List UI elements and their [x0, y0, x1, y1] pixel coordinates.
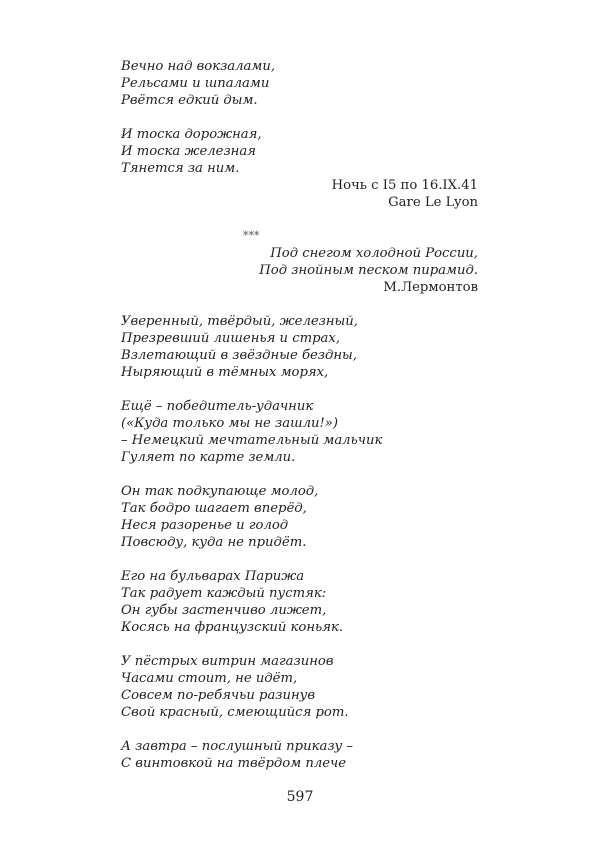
verse-line: Уверенный, твёрдый, железный,	[121, 314, 358, 329]
verse-line: Совсем по-ребячьи разинув	[121, 688, 316, 703]
verse-line: Ныряющий в тёмных морях,	[121, 365, 329, 380]
verse-line: Так радует каждый пустяк:	[121, 586, 327, 601]
verse-line: Вечно над вокзалами,	[121, 59, 276, 74]
place-text: Gare Le Lyon	[388, 195, 478, 210]
verse-line: Рельсами и шпалами	[121, 76, 270, 91]
verse-line: Рвётся едкий дым.	[121, 93, 258, 108]
verse-line: Его на бульварах Парижа	[121, 569, 305, 584]
epigraph-line: Под знойным песком пирамид.	[259, 263, 478, 278]
stanza	[121, 313, 478, 381]
stanza-top	[121, 58, 478, 109]
verse-line: – Немецкий мечтательный мальчик	[121, 433, 383, 448]
stanza	[121, 568, 478, 636]
verse-line: С винтовкой на твёрдом плече	[121, 756, 347, 771]
epigraph-line: Под снегом холодной России,	[270, 246, 478, 261]
verse-line: Так бодро шагает вперёд,	[121, 501, 307, 516]
verse-line: У пёстрых витрин магазинов	[121, 654, 334, 669]
verse-line: Он так подкупающе молод,	[121, 484, 319, 499]
epigraph	[121, 245, 478, 296]
verse-line: Неся разоренье и голод	[121, 518, 289, 533]
verse-line: Ещё – победитель-удачник	[121, 399, 314, 414]
verse-line: Повсюду, куда не придёт.	[121, 535, 307, 550]
verse-line: Свой красный, смеющийся рот.	[121, 705, 349, 720]
stanza	[121, 738, 478, 772]
verse-line: И тоска дорожная,	[121, 127, 262, 142]
verse-line: Он губы застенчиво лижет,	[121, 603, 327, 618]
stanza-top	[121, 126, 478, 177]
page-number: 597	[286, 789, 314, 805]
verse-line: Косясь на французский коньяк.	[121, 620, 344, 635]
stanza	[121, 398, 478, 466]
verse-line: Презревший лишенья и страх,	[121, 331, 341, 346]
stanza	[121, 653, 478, 721]
dateline	[121, 177, 478, 211]
verse-line: А завтра – послушный приказу –	[121, 739, 353, 754]
verse-line: И тоска железная	[121, 144, 256, 159]
verse-line: Гуляет по карте земли.	[121, 450, 296, 465]
separator: ***	[243, 229, 260, 242]
verse-line: Взлетающий в звёздные бездны,	[121, 348, 357, 363]
verse-line: («Куда только мы не зашли!»)	[121, 416, 339, 431]
date-text: Ночь с I5 по 16.IX.41	[331, 178, 478, 193]
verse-line: Тянется за ним.	[121, 161, 240, 176]
epigraph-author: М.Лермонтов	[383, 280, 478, 295]
stanza	[121, 483, 478, 551]
verse-line: Часами стоит, не идёт,	[121, 671, 298, 686]
